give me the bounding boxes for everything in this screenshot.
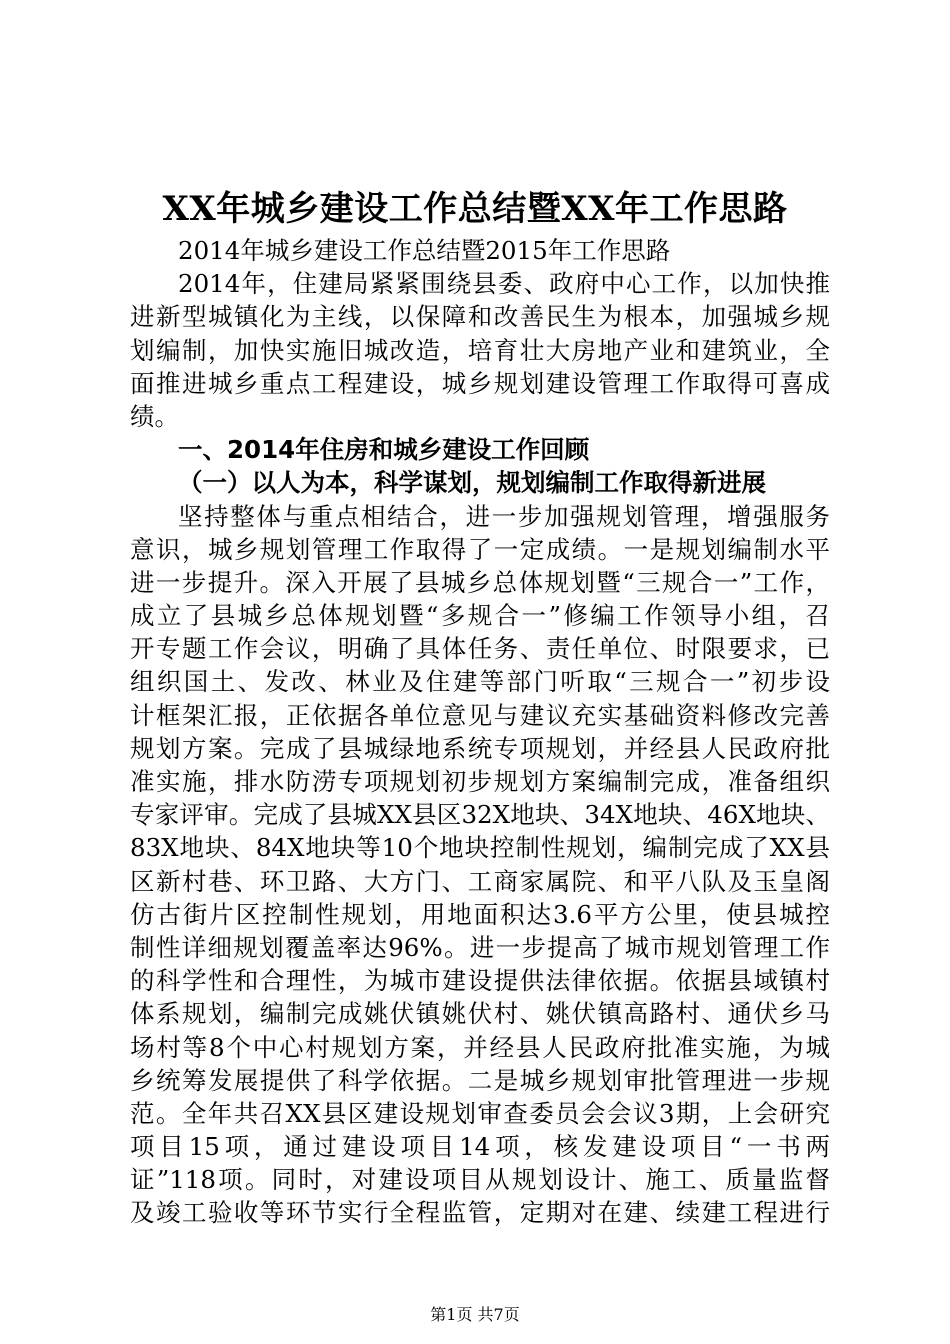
paragraph-line: 制性详细规划覆盖率达96%。进一步提高了城市规划管理工作	[130, 932, 830, 962]
paragraph-line: 场村等8个中心村规划方案，并经县人民政府批准实施，为城	[130, 1032, 830, 1062]
paragraph-line: 的科学性和合理性，为城市建设提供法律依据。依据县域镇村	[130, 966, 830, 996]
paragraph-line: 体系规划，编制完成姚伏镇姚伏村、姚伏镇高路村、通伏乡马	[130, 999, 830, 1029]
paragraph-line: 进一步提升。深入开展了县城乡总体规划暨“三规合一”工作，	[130, 567, 830, 597]
document-body	[130, 234, 830, 1230]
section-heading: 一、2014年住房和城乡建设工作回顾	[178, 435, 590, 465]
paragraph-line: 坚持整体与重点相结合，进一步加强规划管理，增强服务	[178, 501, 830, 531]
paragraph-line: 证”118项。同时，对建设项目从规划设计、施工、质量监督	[130, 1165, 830, 1195]
page-number-footer: 第1页 共7页	[430, 1305, 520, 1324]
paragraph-line: 准实施，排水防涝专项规划初步规划方案编制完成，准备组织	[130, 767, 830, 796]
document-title: XX年城乡建设工作总结暨XX年工作思路	[162, 189, 788, 229]
paragraph-line: 83X地块、84X地块等10个地块控制性规划，编制完成了XX县	[130, 833, 830, 863]
paragraph-line: 组织国土、发改、林业及住建等部门听取“三规合一”初步设	[130, 667, 830, 697]
paragraph-line: 区新村巷、环卫路、大方门、工商家属院、和平八队及玉皇阁	[130, 866, 830, 896]
paragraph-line: 范。全年共召XX县区建设规划审查委员会会议3期，上会研究	[130, 1098, 830, 1128]
subsection-heading: （一）以人为本，科学谋划，规划编制工作取得新进展	[178, 468, 766, 498]
paragraph-line: 规划方案。完成了县城绿地系统专项规划，并经县人民政府批	[130, 733, 830, 763]
paragraph-line: 绩。	[130, 401, 179, 431]
paragraph-line: 面推进城乡重点工程建设，城乡规划建设管理工作取得可喜成	[130, 368, 830, 398]
paragraph-line: 计框架汇报，正依据各单位意见与建议充实基础资料修改完善	[130, 700, 830, 730]
subtitle-line: 2014年城乡建设工作总结暨2015年工作思路	[178, 236, 671, 265]
paragraph-line: 及竣工验收等环节实行全程监管，定期对在建、续建工程进行	[130, 1198, 830, 1228]
paragraph-line: 仿古街片区控制性规划，用地面积达3.6平方公里，使县城控	[130, 899, 830, 929]
paragraph-line: 意识，城乡规划管理工作取得了一定成绩。一是规划编制水平	[130, 534, 830, 564]
paragraph-line: 划编制，加快实施旧城改造，培育壮大房地产业和建筑业，全	[130, 335, 830, 365]
paragraph-line: 进新型城镇化为主线，以保障和改善民生为根本，加强城乡规	[130, 302, 830, 332]
paragraph-line: 乡统筹发展提供了科学依据。二是城乡规划审批管理进一步规	[130, 1065, 830, 1095]
paragraph-line: 项目15项，通过建设项目14项，核发建设项目“一书两	[130, 1132, 830, 1162]
paragraph-line: 开专题工作会议，明确了具体任务、责任单位、时限要求，已	[130, 634, 830, 664]
paragraph-line: 2014年，住建局紧紧围绕县委、政府中心工作，以加快推	[178, 269, 830, 299]
paragraph-line: 成立了县城乡总体规划暨“多规合一”修编工作领导小组，召	[130, 601, 830, 631]
paragraph-line: 专家评审。完成了县城XX县区32X地块、34X地块、46X地块、	[130, 800, 830, 830]
